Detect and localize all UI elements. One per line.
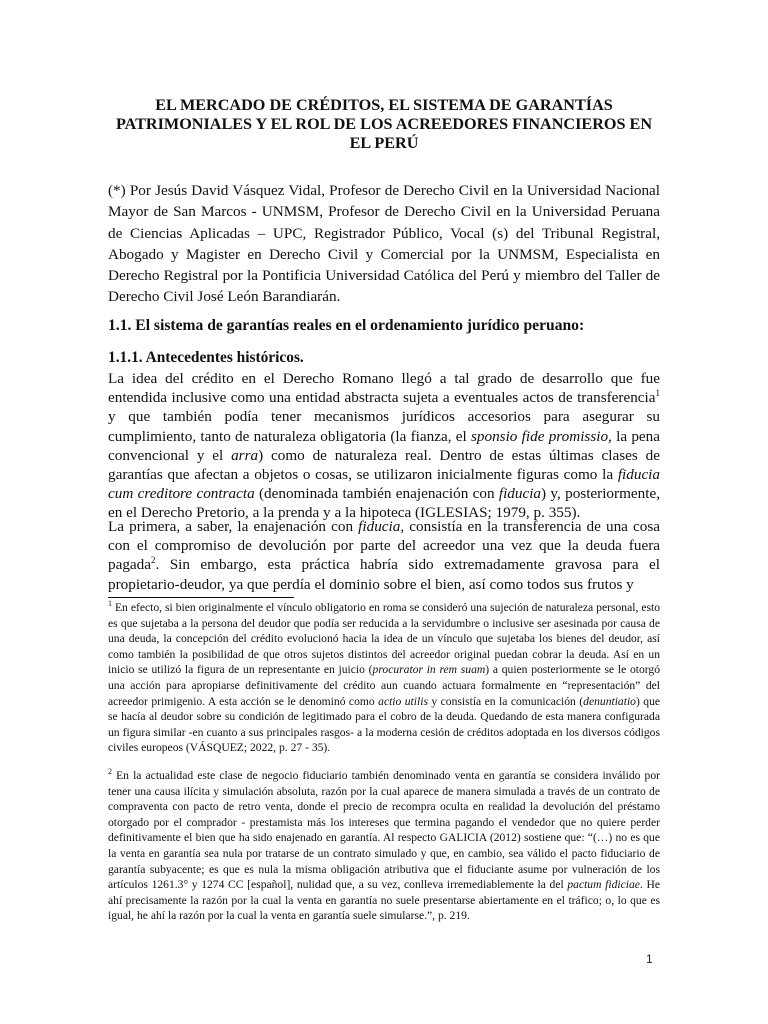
italic-term: denuntiatio [583, 694, 636, 708]
footnote-text: y consistía en la comunicación ( [427, 694, 584, 708]
italic-term: fiducia [358, 518, 401, 535]
paragraph-text: (denominada también enajenación con [254, 485, 499, 503]
paragraph-2 [108, 517, 660, 594]
footnote-text: En efecto, si bien originalmente el vínculo obligatorio en roma se consideró una sujeción de naturaleza personal, esto es que sujetaba a la persona del deudor que podía ser reducida a la servidumbre o inclusive ser asesinada por causa de una deuda, la concepción del crédito evolucionó hacia la idea de un vínculo que sujetaba los bienes del deudor, así como también la posibilidad de que otros sujetos distintos del acreedor original puedan cobrar la deuda. Así en un inicio se utilizó la figura de un representante en juicio ( [108, 601, 660, 677]
footnote-ref-2[interactable]: 2 [151, 555, 156, 566]
paragraph-text: ) como de naturaleza real. Dentro de estas últimas clases de garantías que afectan a objetos o cosas, se utilizaron inicialmente figuras como la [108, 446, 660, 484]
footnote-ref-1[interactable]: 1 [655, 388, 660, 399]
paragraph-text: La primera, a saber, la enajenación con [108, 518, 359, 535]
paragraph-text: , la pena convencional y el [108, 427, 660, 464]
footnote-text: . He ahí precisamente la razón por la cual la venta en garantía no suele presentarse abiertamente en el tráfico; o, lo que es igual, he ahí la razón por la cual la venta en garantía suele simularse.”, p. 219. [108, 878, 660, 923]
footnote-2 [108, 768, 660, 924]
footnote-text: ) a quien posteriormente se le otorgó una acción para apropiarse definitivamente del crédito aun cuando actuara formalmente en “representación” del acreedor primigenio. A esta acción se le denominó como [108, 663, 661, 708]
section-heading: 1.1. El sistema de garantías reales en el ordenamiento jurídico peruano: [108, 317, 585, 334]
paragraph-text: . Sin embargo, esta práctica habría sido extremadamente gravosa para el propietario-deudor, ya que perdía el dominio sobre el bien, así como todos sus frutos y [108, 556, 660, 593]
page-number: 1 [646, 952, 653, 966]
italic-term: fiducia [498, 485, 542, 503]
paragraph-text: La idea del crédito en el Derecho Romano llegó a tal grado de desarrollo que fue entendida inclusive como una entidad abstracta sujeta a eventuales actos de transferencia [108, 370, 660, 407]
footnote-number: 2 [108, 767, 112, 777]
italic-term: procurator in rem suam [372, 663, 486, 677]
italic-term: sponsio fide promissio [470, 427, 609, 445]
footnote-1 [108, 600, 660, 756]
paragraph-text: , consistía en la transferencia de una cosa con el compromiso de devolución por parte del acreedor una vez que la deuda fuera pagada [108, 518, 661, 574]
paragraph-text: y que también podía tener mecanismos jurídicos accesorios para asegurar su cumplimiento, tanto de naturaleza obligatoria (la fianza, el [108, 408, 660, 445]
footnote-number: 1 [108, 599, 112, 609]
paragraph-text: ) y, posteriormente, en el Derecho Pretorio, a la prenda y a la hipoteca (IGLESIAS; 1979, p. 355). [108, 485, 660, 522]
author-note: (*) Por Jesús David Vásquez Vidal, Profesor de Derecho Civil en la Universidad Nacional Mayor de San Marcos - UNMSM, Profesor de Derecho Civil en la Universidad Peruana de Ciencias Aplicadas – UPC, Registrador Público, Vocal (s) del Tribunal Registral, Abogado y Magister en Derecho Civil y Comercial por la UNMSM, Especialista en Derecho Registral por la Pontificia Universidad Católica del Perú y miembro del Taller de Derecho Civil José León Barandiarán. [108, 182, 660, 306]
italic-term: actio utilis [378, 694, 428, 708]
paragraph-1 [108, 369, 660, 523]
italic-term: fiducia cum creditore contracta [108, 466, 660, 503]
subsection-heading: 1.1.1. Antecedentes históricos. [108, 349, 304, 366]
italic-term: pactum fidiciae [567, 878, 640, 892]
footnote-text: En la actualidad este clase de negocio fiduciario también denominado venta en garantía se considera inválido por tener una causa ilícita y simulación absoluta, razón por la cual aparece de manera simulada a través de un contrato de compraventa con pacto de retro venta, donde el precio de recompra oculta en realidad la devolución del préstamo otorgado por el comprador - prestamista más los intereses que termina pagando el vendedor que no quiere perder definitivamente el bien que ha sido enajenado en garantía. Al respecto GALICIA (2012) sostiene que: “(…) no es que la venta en garantía sea nula por tratarse de un contrato simulado y que, en cambio, sea válido el pacto fiduciario de garantía subyacente; es que es nula la misma obligación atributiva que el fiduciante asume por vulneración de los artículos 1261.3° y 1274 CC [español], nulidad que, a su vez, conlleva irremediablemente la del [108, 769, 660, 892]
italic-term: arra [231, 446, 259, 464]
document-title: EL MERCADO DE CRÉDITOS, EL SISTEMA DE GARANTÍAS PATRIMONIALES Y EL ROL DE LOS ACREEDORES FINANCIEROS EN EL PERÚ [115, 96, 653, 152]
footnote-separator [108, 597, 294, 598]
footnote-text: ) que se hacía al deudor sobre su condición de legitimado para el cobro de la deuda. Quedando de esta manera configurada un figura similar -en cuanto a sus principales rasgos- a la moderna cesión de créditos adoptada en los diversos códigos civiles europeos (VÁSQUEZ; 2022, p. 27 - 35). [108, 694, 661, 755]
